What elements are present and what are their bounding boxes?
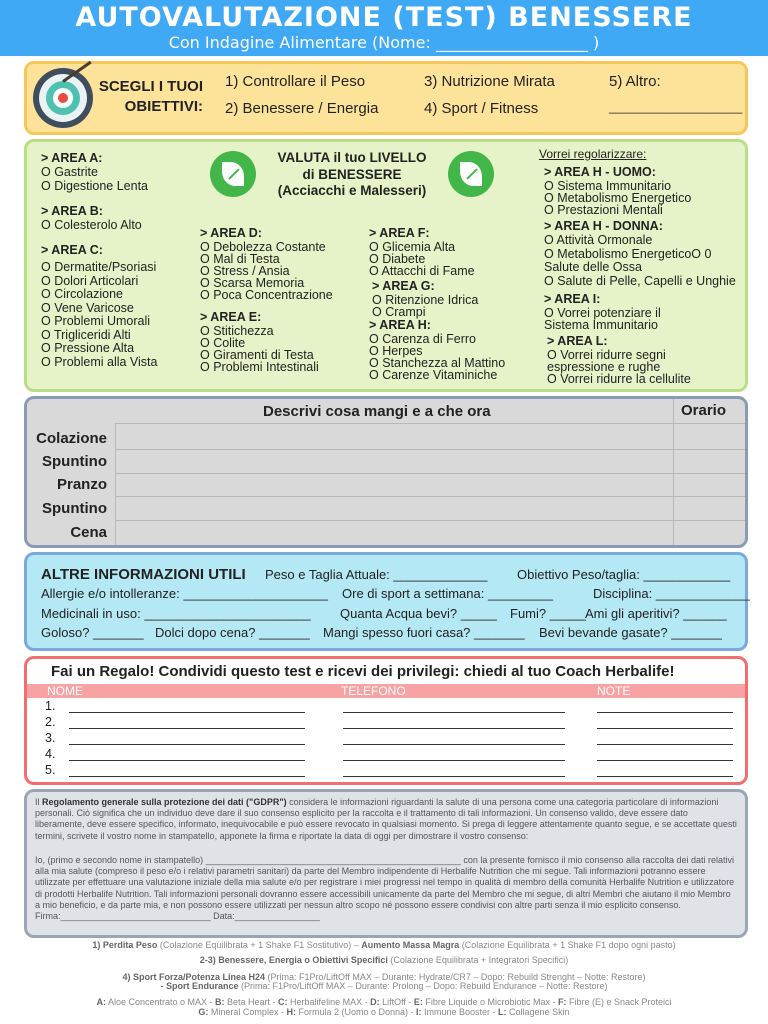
wellness-title-line: VALUTA il tuo LIVELLO — [277, 150, 427, 165]
goals-section — [24, 61, 748, 135]
footer-text: (Colazione Equilibrata + 1 Shake F1 Sostitutivo) – — [157, 940, 362, 950]
footer-bold: A: — [96, 997, 106, 1007]
area-option[interactable]: O Pressione Alta — [41, 341, 135, 355]
col-name-header: NOME — [47, 684, 83, 698]
area-option[interactable]: O Trigliceridi Alti — [41, 327, 131, 342]
wellness-title-line: (Acciacchi e Malesseri) — [277, 183, 427, 198]
area-option[interactable]: O Salute di Pelle, Capelli e Unghie — [544, 273, 736, 288]
time-column-header: Orario — [681, 402, 727, 419]
name-line[interactable] — [69, 776, 305, 777]
footer-text: (Prima: F1Pro/LiftOff MAX – Durante: Hydrate/CR7 – Dopo: Rebuild Strenght – Notte: Restore) — [265, 972, 646, 982]
footer-line-2 — [0, 955, 768, 966]
footer-bold: C: — [278, 997, 288, 1007]
meal-label-colazione: Colazione — [36, 430, 107, 447]
area-option[interactable]: O Metabolismo EnergeticoO 0 — [544, 246, 712, 261]
area-h-title: > AREA H: — [369, 318, 431, 332]
footer-text: LiftOff - — [379, 997, 414, 1007]
area-a-title: > AREA A: — [41, 151, 103, 165]
col-phone-header: TELEFONO — [341, 684, 406, 698]
area-option[interactable]: O Problemi alla Vista — [41, 354, 158, 369]
goals-title-line1: SCEGLI I TUOI — [98, 78, 203, 95]
gdpr-rest: considera le informazioni riguardanti la salute di una persona come una categoria particolare di informazioni personali. Ciò significa che un individuo deve dare il suo consenso esplicito per la raccolta e il trattamento di tali informazioni. Un consenso valido, deve essere dato liberamente, deve essere specifico, informato, inequivocabile e può essere revocato in qualsiasi momento. Si prega di leggere attentamente quanto segue, e se accettate questi termini, scrivete il vostro nome in stampatello, apponete la firma e riportate la data di oggi per dimostrare il vostro consenso: — [35, 797, 737, 841]
area-option[interactable]: O Stanchezza al Mattino — [369, 356, 506, 370]
meal-label-spuntino-2: Spuntino — [42, 500, 107, 517]
sweet-tooth-field[interactable]: Goloso? _______ — [41, 625, 144, 640]
notes-line[interactable] — [597, 712, 733, 713]
page-subtitle: Con Indagine Alimentare (Nome: ___________________ ) — [168, 33, 600, 52]
area-option[interactable]: O Vorrei potenziare il — [544, 306, 661, 320]
footer-text: Formula 2 (Uomo o Donna) - — [295, 1007, 416, 1017]
phone-line[interactable] — [343, 744, 565, 745]
eat-out-field[interactable]: Mangi spesso fuori casa? _______ — [323, 625, 525, 640]
goal-other-field[interactable]: ____________________ — [609, 100, 743, 114]
goal-option-5[interactable]: 5) Altro: — [609, 73, 661, 90]
phone-line[interactable] — [343, 760, 565, 761]
area-d — [200, 226, 333, 301]
area-option[interactable]: O Circolazione — [41, 287, 123, 301]
wellness-areas-section — [24, 139, 748, 392]
area-option[interactable]: O Herpes — [369, 344, 423, 358]
water-field[interactable]: Quanta Acqua bevi? _____ — [340, 606, 497, 621]
target-icon — [33, 68, 93, 128]
footer-bold: 2-3) Benessere, Energia o Obiettivi Specifici — [199, 955, 388, 965]
area-option[interactable]: O Attività Ormonale — [544, 233, 653, 247]
footer-bold: G: — [198, 1007, 209, 1017]
footer-bold: H: — [286, 1007, 296, 1017]
area-option[interactable]: O Digestione Lenta — [41, 179, 149, 193]
footer-bold: L: — [498, 1007, 507, 1017]
notes-line[interactable] — [597, 744, 733, 745]
leaf-icon — [448, 151, 494, 197]
footer-bold: I: — [416, 1007, 422, 1017]
area-option[interactable]: O Colesterolo Alto — [41, 218, 142, 232]
area-option[interactable]: O Problemi Umorali — [41, 314, 151, 328]
gdpr-prefix: Il — [35, 797, 43, 807]
area-h-donna-title: > AREA H - DONNA: — [544, 219, 663, 233]
row-number: 5. — [45, 763, 56, 777]
area-option[interactable]: O Poca Concentrazione — [200, 288, 333, 302]
footer-text: Collagene Skin — [506, 1007, 570, 1017]
area-option[interactable]: O Dolori Articolari — [41, 273, 139, 288]
row-number: 3. — [45, 731, 56, 745]
area-c — [41, 243, 158, 369]
area-option[interactable]: O Metabolismo Energetico — [544, 191, 692, 205]
area-option[interactable]: O Carenza di Ferro — [369, 332, 476, 346]
area-h-uomo-title: > AREA H - UOMO: — [544, 165, 656, 179]
area-option[interactable]: O Carenze Vitaminiche — [369, 368, 498, 382]
area-a — [41, 151, 148, 192]
smoke-field[interactable]: Fumi? _____ — [510, 606, 586, 621]
area-i — [544, 292, 661, 331]
medicines-field[interactable]: Medicinali in uso: _______________________ — [41, 606, 311, 621]
area-option[interactable]: O Attacchi di Fame — [369, 264, 475, 278]
time-input-colazione[interactable] — [675, 425, 743, 447]
area-e — [200, 310, 319, 373]
area-c-title: > AREA C: — [41, 243, 103, 257]
area-f — [369, 226, 475, 277]
footer-text: (Prima: F1Pro/LiftOff MAX – Durante: Prolong – Dopo: Rebuild Endurance – Notte: Restore) — [238, 981, 608, 991]
area-g-title: > AREA G: — [372, 279, 435, 293]
target-weight-field[interactable]: Obiettivo Peso/taglia: ____________ — [517, 567, 731, 582]
food-input-colazione[interactable] — [117, 425, 671, 447]
area-h-uomo — [544, 165, 691, 216]
page-title: AUTOVALUTAZIONE (TEST) BENESSERE — [75, 2, 693, 33]
name-line[interactable] — [69, 712, 305, 713]
goals-title-line2: OBIETTIVI: — [124, 98, 203, 115]
notes-line[interactable] — [597, 776, 733, 777]
meal-label-spuntino: Spuntino — [42, 453, 107, 470]
area-f-title: > AREA F: — [369, 226, 430, 240]
area-h-donna — [544, 219, 736, 288]
area-option[interactable]: O Prestazioni Mentali — [544, 203, 663, 217]
dessert-field[interactable]: Dolci dopo cena? _______ — [155, 625, 310, 640]
footer-bold: E: — [413, 997, 423, 1007]
area-option[interactable]: O Stitichezza — [200, 324, 274, 338]
meal-label-pranzo: Pranzo — [56, 476, 107, 493]
footer-text: Immune Booster - — [421, 1007, 499, 1017]
area-option[interactable]: O Ritenzione Idrica — [372, 293, 479, 307]
phone-line[interactable] — [343, 776, 565, 777]
area-option[interactable]: O Vorrei ridurre segni — [547, 348, 666, 362]
sport-hours-field[interactable]: Ore di sport a settimana: _________ — [342, 586, 554, 601]
area-option[interactable]: O Vene Varicose — [41, 300, 134, 315]
footer-text: (Colazione Equilibrata + Integratori Specifici) — [387, 955, 569, 965]
phone-line[interactable] — [343, 728, 565, 729]
footer-bold: F: — [557, 997, 567, 1007]
area-option[interactable]: O Dermatite/Psoriasi — [41, 260, 157, 274]
area-option: Salute delle Ossa — [544, 260, 642, 274]
name-line[interactable] — [69, 728, 305, 729]
footer-line-1 — [0, 940, 768, 951]
area-d-title: > AREA D: — [200, 226, 262, 240]
goal-option-3[interactable]: 3) Nutrizione Mirata — [424, 73, 555, 90]
goal-option-1[interactable]: 1) Controllare il Peso — [225, 73, 366, 90]
referral-section — [24, 656, 748, 785]
footer-text: Aloe Concentrato o MAX - — [105, 997, 216, 1007]
footer-bold: 4) Sport Forza/Potenza Linea H24 — [122, 972, 266, 982]
regularize-label: Vorrei regolarizzare: — [539, 147, 647, 161]
area-l-title: > AREA L: — [547, 334, 608, 348]
area-i-title: > AREA I: — [544, 292, 601, 306]
notes-line[interactable] — [597, 760, 733, 761]
discipline-field[interactable]: Disciplina: _____________ — [593, 586, 750, 601]
area-b-title: > AREA B: — [41, 204, 103, 218]
footer-line-6 — [0, 1007, 768, 1018]
name-line[interactable] — [69, 744, 305, 745]
row-number: 4. — [45, 747, 56, 761]
footer-text: Beta Heart - — [224, 997, 279, 1007]
footer-bold: B: — [215, 997, 225, 1007]
area-l — [547, 334, 691, 385]
page-header — [0, 0, 768, 56]
footer-line-4 — [0, 981, 768, 992]
area-option-continued: Sistema Immunitario — [544, 318, 658, 332]
area-option[interactable]: O Crampi — [372, 305, 426, 319]
allergies-field[interactable]: Allergie e/o intolleranze: ____________________ — [41, 586, 328, 601]
gdpr-paragraph-1 — [35, 797, 737, 842]
food-table-header: Descrivi cosa mangi e a che ora — [263, 403, 491, 420]
footer-bold: - Sport Endurance — [160, 981, 239, 991]
footer-bold: Aumento Massa Magra — [361, 940, 460, 950]
area-option[interactable]: O Glicemia Alta — [369, 240, 456, 254]
gdpr-bold: Regolamento generale sulla protezione dei dati ("GDPR") — [42, 797, 287, 807]
phone-line[interactable] — [343, 712, 565, 713]
footer-bold: D: — [370, 997, 380, 1007]
other-info-title: ALTRE INFORMAZIONI UTILI — [41, 566, 246, 583]
area-b — [41, 204, 142, 231]
footer-text: Fibre Liquide o Microbiotic Max - — [422, 997, 558, 1007]
food-diary-table — [24, 396, 748, 548]
footer-text: Fibre (E) e Snack Proteici — [566, 997, 672, 1007]
goal-option-4[interactable]: 4) Sport / Fitness — [424, 100, 539, 117]
referral-title: Fai un Regalo! Condividi questo test e ricevi dei privilegi: chiedi al tuo Coach Herbalife! — [51, 663, 675, 680]
goal-option-2[interactable]: 2) Benessere / Energia — [225, 100, 379, 117]
footer-text: (Colazione Equilibrata + 1 Shake F1 dopo ogni pasto) — [459, 940, 676, 950]
area-g — [372, 279, 478, 318]
row-number: 2. — [45, 715, 56, 729]
weight-field[interactable]: Peso e Taglia Attuale: _____________ — [265, 567, 488, 582]
soda-field[interactable]: Bevi bevande gasate? _______ — [539, 625, 722, 640]
area-option[interactable]: O Debolezza Costante — [200, 240, 326, 254]
gdpr-paragraph-2[interactable]: Io, (primo e secondo nome in stampatello) ___________________________________________________ con la presente fornisco il mio consenso alla raccolta dei dati relativi alla mia salute (compreso il peso e/o i relativi parametri sanitari) da parte del Membro indipendente di Herbalife Nutrition che mi segue. Tali informazioni potranno essere utilizzate per effettuare una valutazione iniziale della mia salute e/o per registrare i miei progressi nel tempo in qualità di membro della comunità Herbalife Nutrition e utilizzatore di prodotti Herbalife Nutrition. Tali informazioni personali dovranno essere accessibili unicamente da parte del Membro che mi segue, di altri Membri che aiutano il mio Membro a mio beneficio, e da parte mia, e non possono essere utilizzati per nessun altro scopo né possono essere condivisi con altre parti senza il mio esplicito consenso. Firma:______________________________ Data:_________________ — [35, 855, 735, 922]
footer-text: Mineral Complex - — [208, 1007, 287, 1017]
other-info-section — [24, 552, 748, 651]
gdpr-consent-section — [24, 789, 748, 938]
aperitifs-field[interactable]: Ami gli aperitivi? ______ — [585, 606, 727, 621]
area-option[interactable]: O Scarsa Memoria — [200, 276, 305, 290]
goals-title — [95, 77, 203, 117]
area-option[interactable]: O Colite — [200, 336, 246, 350]
area-e-title: > AREA E: — [200, 310, 262, 324]
footer-text: Herbalifeline MAX - — [287, 997, 371, 1007]
wellness-level-title — [259, 150, 445, 200]
area-option[interactable]: O Diabete — [369, 252, 426, 266]
wellness-title-line: di BENESSERE — [302, 166, 402, 182]
meal-label-cena: Cena — [70, 524, 107, 541]
area-option[interactable]: O Giramenti di Testa — [200, 348, 314, 362]
area-option[interactable]: O Problemi Intestinali — [200, 360, 319, 374]
area-option-continued: espressione e rughe — [547, 360, 661, 374]
name-line[interactable] — [69, 760, 305, 761]
area-option[interactable]: O Gastrite — [41, 165, 98, 179]
footer-bold: 1) Perdita Peso — [92, 940, 158, 950]
area-option[interactable]: O Vorrei ridurre la cellulite — [547, 372, 691, 386]
notes-line[interactable] — [597, 728, 733, 729]
area-option[interactable]: O Mal di Testa — [200, 252, 280, 266]
area-option[interactable]: O Sistema Immunitario — [544, 179, 672, 193]
row-number: 1. — [45, 699, 56, 713]
col-notes-header: NOTE — [597, 684, 631, 698]
leaf-icon — [210, 151, 256, 197]
area-option[interactable]: O Stress / Ansia — [200, 264, 290, 278]
area-h — [369, 318, 505, 381]
